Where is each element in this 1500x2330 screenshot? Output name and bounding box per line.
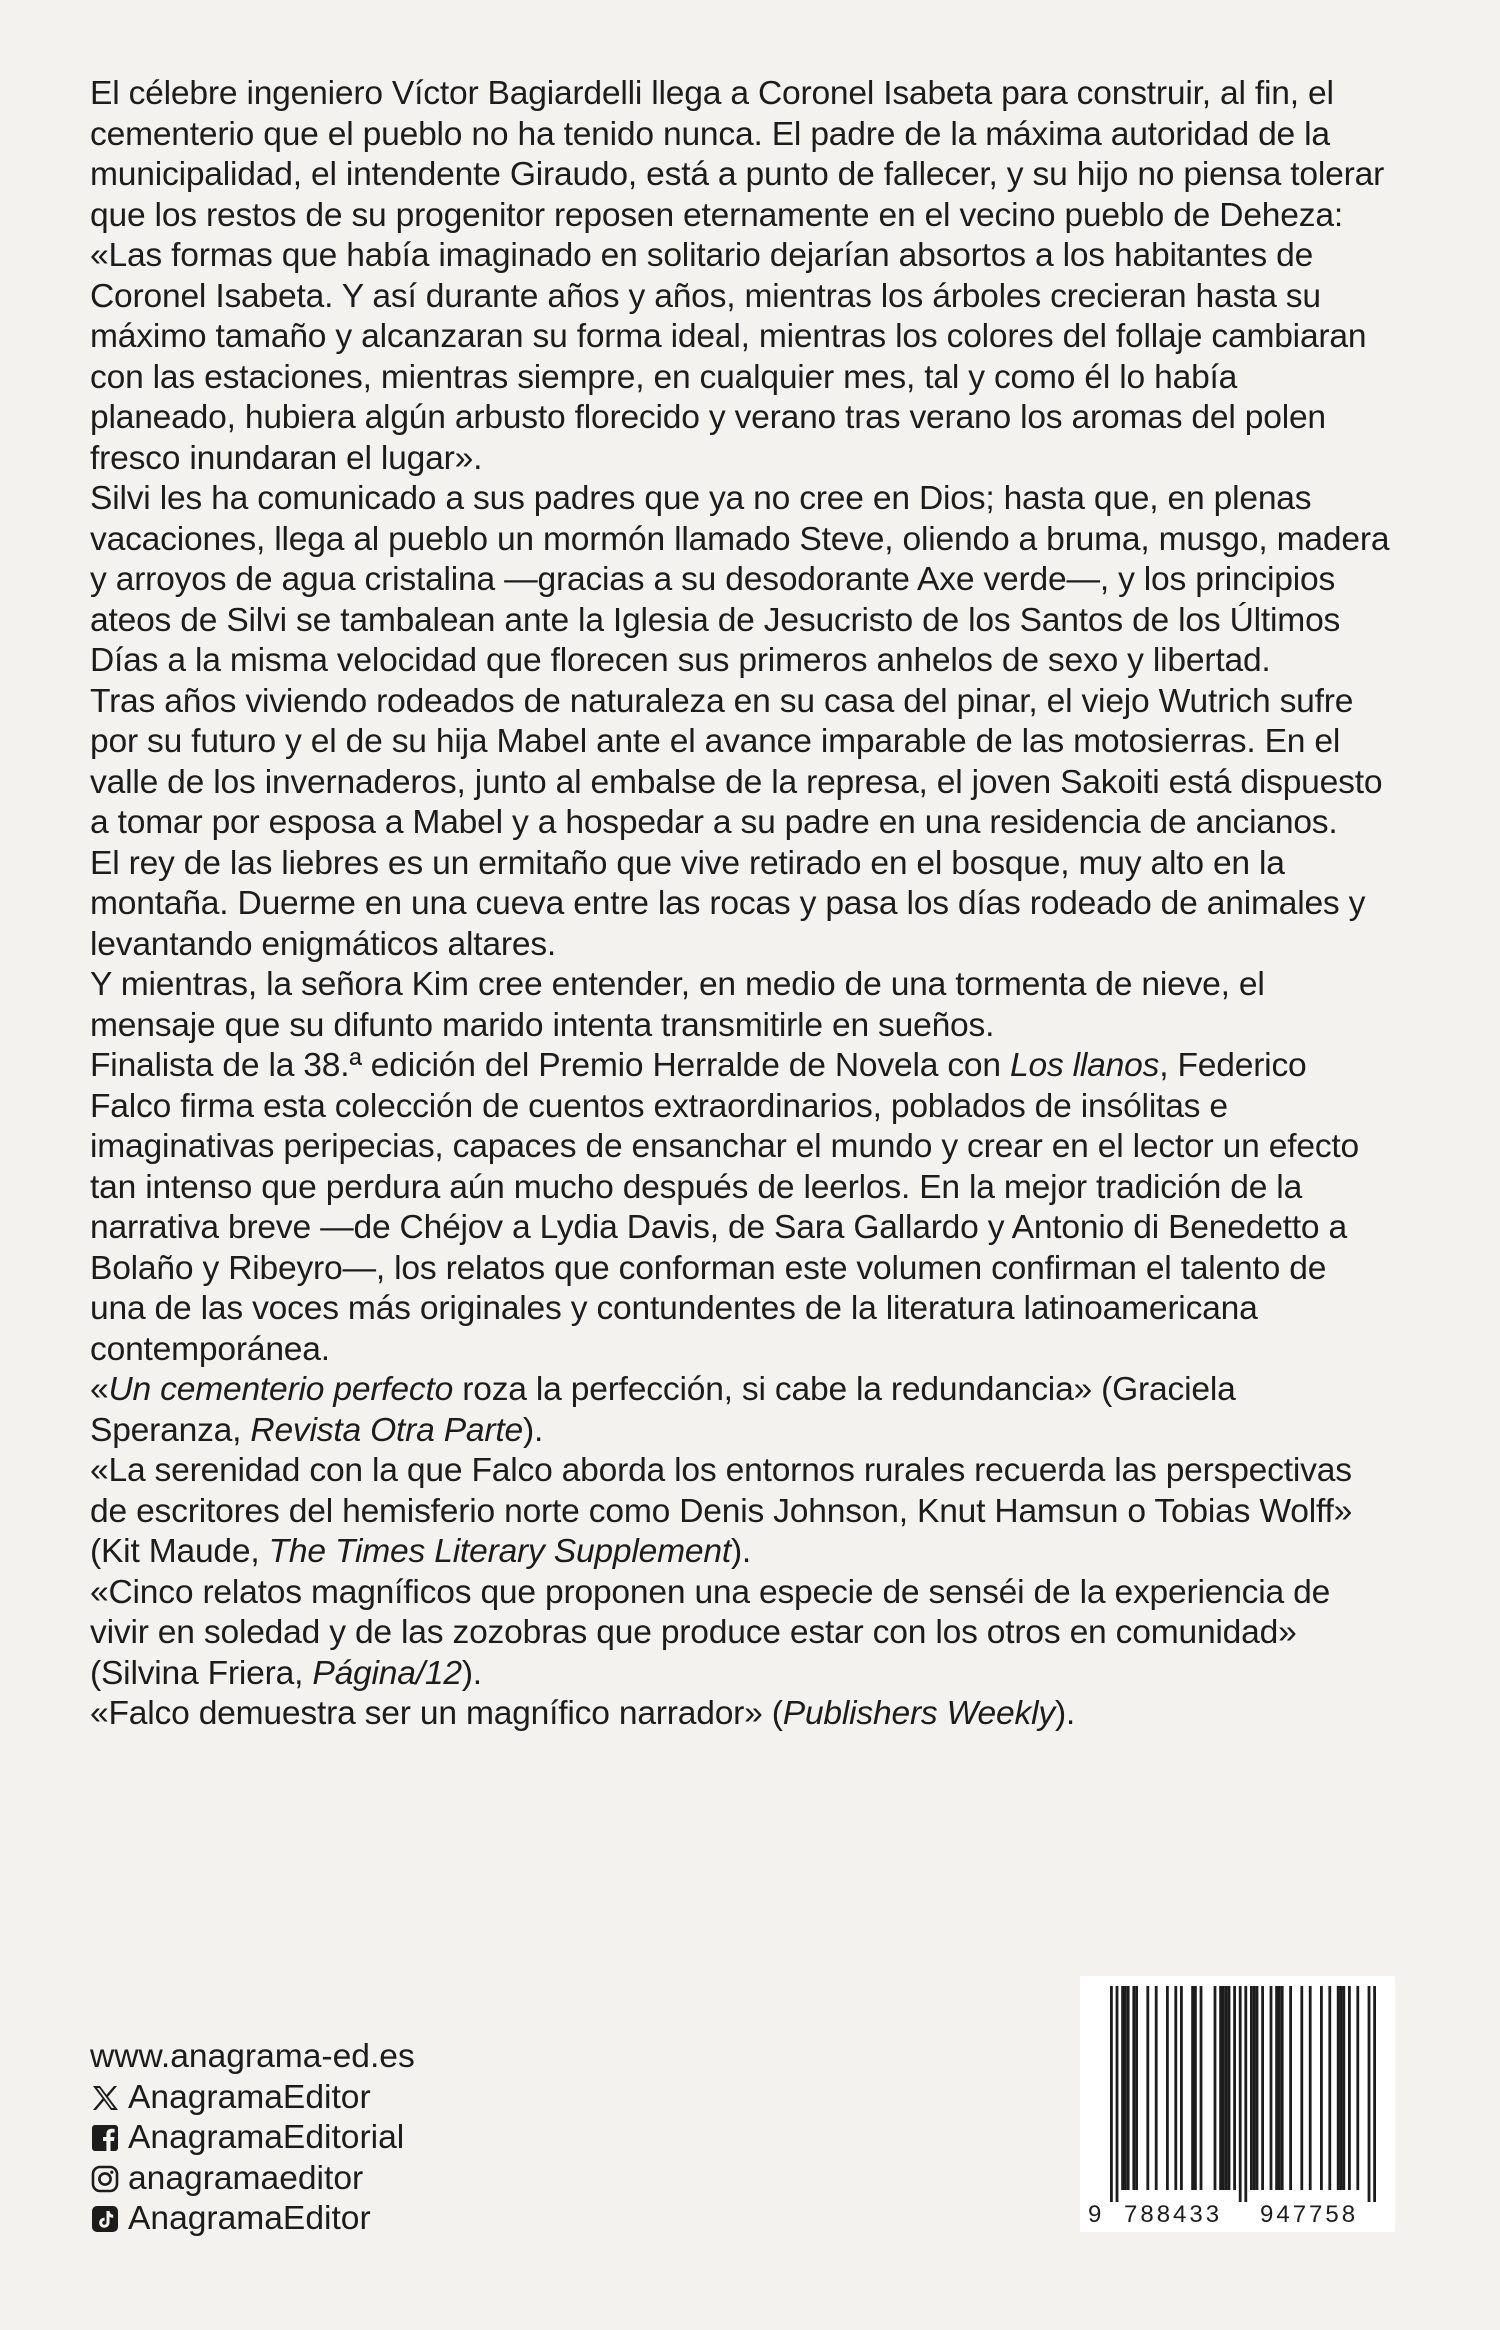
barcode-bar (1219, 1986, 1222, 2190)
barcode-bar (1250, 1986, 1253, 2190)
barcode-left-digits: 788433 (1124, 2201, 1223, 2228)
x-logo-icon (90, 2083, 120, 2113)
barcode-bar (1281, 1986, 1284, 2190)
barcode-bar (1239, 1986, 1242, 2202)
review-quote: «Falco demuestra ser un magnífico narrador» (Publishers Weekly). (90, 1695, 1076, 1732)
instagram-account[interactable]: anagramaeditor (90, 2159, 415, 2200)
barcode-bar (1180, 1986, 1183, 2190)
barcode-bar (1155, 1986, 1158, 2190)
blurb-paragraph: Tras años viviendo rodeados de naturaleza en su casa del pinar, el viejo Wutrich sufre por su futuro y el de su hija Mabel ante el avance imparable de las motosierras. En el valle de los invernaderos, junto al embalse de la represa, el joven Sakoiti está dispuesto a tomar por esposa a Mabel y a hospedar a su padre en una residencia de ancianos. (90, 682, 1383, 841)
review-quote: «La serenidad con la que Falco aborda los entornos rurales recuerda las perspectivas de escritores del hemisferio norte como Denis Johnson, Knut Hamsun o Tobias Wolff» (Kit Maude, The Times Literary Supplement). (90, 1452, 1353, 1570)
blurb-paragraph: El rey de las liebres es un ermitaño que vive retirado en el bosque, muy alto en la montaña. Duerme en una cueva entre las rocas y pasa los días rodeado de animales y levantando enigmáticos altares. (90, 844, 1366, 963)
barcode-bar (1200, 1986, 1203, 2190)
barcode-bar (1228, 1986, 1231, 2190)
instagram-icon (90, 2164, 120, 2194)
barcode-bar (1214, 1986, 1217, 2190)
isbn-barcode (1080, 1976, 1395, 2232)
publisher-social-links (90, 2037, 415, 2240)
barcode-bar (1191, 1986, 1194, 2190)
barcode-bar (1194, 1986, 1197, 2190)
barcode-bar (1244, 1986, 1247, 2202)
barcode-bar (1225, 1986, 1228, 2190)
barcode-bar (1261, 1986, 1264, 2190)
facebook-icon (90, 2123, 120, 2153)
blurb-paragraph: El célebre ingeniero Víctor Bagiardelli llega a Coronel Isabeta para construir, al fin, el cementerio que el pueblo no ha tenido nunca. El padre de la máxima autoridad de la municipalidad, el intendente Giraudo, está a punto de fallecer, y su hijo no piensa tolerar que los restos de su progenitor reposen eternamente en el vecino pueblo de Deheza: «Las formas que había imaginado en solitario dejarían absortos a los habitantes de Coronel Isabeta. Y así durante años y años, mientras los árboles crecieran hasta su máximo tamaño y alcanzaran su forma ideal, mientras los colores del follaje cambiaran con las estaciones, mientras siempre, en cualquier mes, tal y como él lo había planeado, hubiera algún arbusto florecido y verano tras verano los aromas del polen fresco inundaran el lugar». (90, 75, 1385, 477)
x-account[interactable]: AnagramaEditor (90, 2078, 415, 2119)
barcode-bars (1110, 1986, 1376, 2202)
facebook-account[interactable]: AnagramaEditorial (90, 2118, 415, 2159)
blurb-paragraph: Silvi les ha comunicado a sus padres que ya no cree en Dios; hasta que, en plenas vacaciones, llega al pueblo un mormón llamado Steve, oliendo a bruma, musgo, madera y arroyos de agua cristalina —gracias a su desodorante Axe verde—, y los principios ateos de Silvi se tambalean ante la Iglesia de Jesucristo de los Santos de los Últimos Días a la misma velocidad que florecen sus primeros anhelos de sexo y libertad. (90, 480, 1390, 679)
barcode-bar (1253, 1986, 1256, 2190)
barcode-bar (1222, 1986, 1225, 2190)
website-link[interactable]: www.anagrama-ed.es (90, 2038, 415, 2075)
barcode-bar (1132, 1986, 1135, 2190)
barcode-bar (1110, 1986, 1113, 2202)
barcode-bar (1337, 1986, 1340, 2190)
barcode-bar (1373, 1986, 1376, 2202)
tiktok-icon (90, 2204, 120, 2234)
barcode-first-digit: 9 (1088, 2201, 1102, 2228)
barcode-bar (1328, 1986, 1331, 2190)
barcode-bar (1309, 1986, 1312, 2190)
review-quote: «Cinco relatos magníficos que proponen una especie de senséi de la experiencia de vivir en soledad y de las zozobras que produce estar con los otros en comunidad» (Silvina Friera, Página/12). (90, 1573, 1331, 1692)
barcode-bar (1340, 1986, 1343, 2190)
barcode-bar (1289, 1986, 1292, 2190)
barcode-bar (1116, 1986, 1119, 2202)
barcode-bar (1342, 1986, 1345, 2190)
review-quote: «Un cementerio perfecto roza la perfección, si cabe la redundancia» (Graciela Speranza, Revista Otra Parte). (90, 1371, 1236, 1449)
barcode-bar (1320, 1986, 1323, 2190)
blurb-paragraph: Y mientras, la señora Kim cree entender, en medio de una tormenta de nieve, el mensaje que su difunto marido intenta transmitirle en sueños. (90, 966, 1265, 1044)
barcode-bar (1300, 1986, 1303, 2190)
barcode-bar (1270, 1986, 1273, 2190)
barcode-bar (1124, 1986, 1127, 2190)
barcode-bar (1146, 1986, 1149, 2190)
barcode-bar (1256, 1986, 1259, 2190)
barcode-bar (1166, 1986, 1169, 2190)
blurb-paragraph: Finalista de la 38.ª edición del Premio Herralde de Novela con Los llanos, Federico Falco firma esta colección de cuentos extraordinarios, poblados de insólitas e imaginativas peripecias, capaces de ensanchar el mundo y crear en el lector un efecto tan intenso que perdura aún mucho después de leerlos. En la mejor tradición de la narrativa breve —de Chéjov a Lydia Davis, de Sara Gallardo y Antonio di Benedetto a Bolaño y Ribeyro—, los relatos que conforman este volumen confirman el talento de una de las voces más originales y contundentes de la literatura latinoamericana contemporánea. (90, 1047, 1360, 1368)
barcode-bar (1174, 1986, 1177, 2190)
barcode-bar (1127, 1986, 1130, 2190)
barcode-bar (1348, 1986, 1351, 2190)
barcode-bar (1356, 1986, 1359, 2190)
barcode-bar (1368, 1986, 1371, 2202)
barcode-bar (1135, 1986, 1138, 2190)
barcode-bar (1121, 1986, 1124, 2190)
barcode-bar (1278, 1986, 1281, 2190)
tiktok-account[interactable]: AnagramaEditor (90, 2199, 415, 2240)
barcode-bar (1233, 1986, 1236, 2190)
barcode-bar (1275, 1986, 1278, 2190)
back-cover-blurb (90, 74, 1390, 1735)
barcode-right-digits: 947758 (1260, 2201, 1359, 2228)
